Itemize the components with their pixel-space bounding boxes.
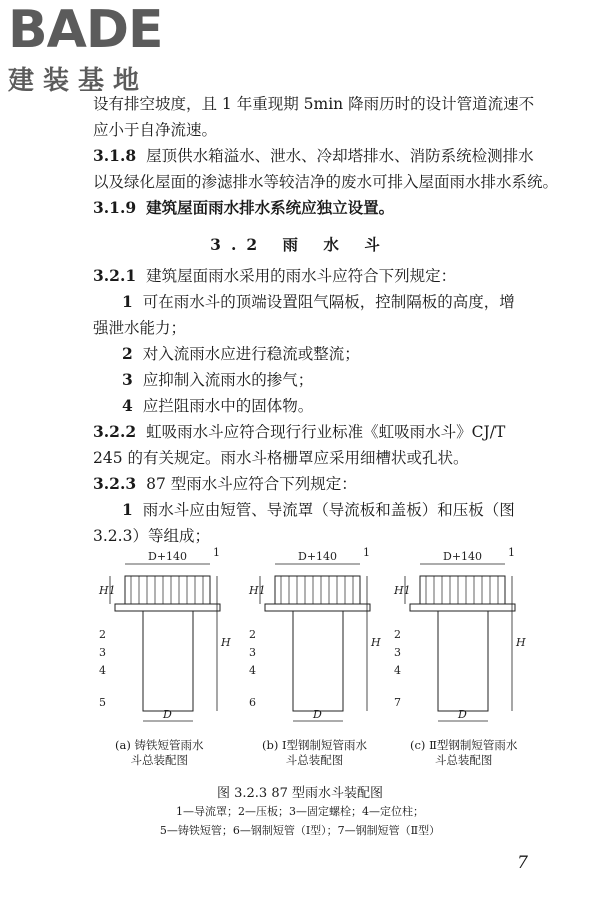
bade-logo xyxy=(8,0,163,97)
press-plate xyxy=(410,604,515,611)
press-plate xyxy=(115,604,220,611)
body-line: 以及绿化屋面的渗滤排水等较洁净的废水可排入屋面雨水排水系统。 xyxy=(93,173,559,191)
clause-3-2-2 xyxy=(93,420,505,442)
figure-title: 图 3.2.3 87 型雨水斗装配图 xyxy=(216,786,384,801)
item-number: 3 xyxy=(122,370,133,389)
clause-number: 3.2.1 xyxy=(93,266,137,285)
cover-slots xyxy=(281,576,353,604)
item-number: 4 xyxy=(122,396,133,415)
item-number: 1 xyxy=(122,292,133,311)
list-item xyxy=(122,394,313,416)
caption-c xyxy=(410,738,517,768)
list-item xyxy=(122,342,360,364)
clause-text: 87 型雨水斗应符合下列规定： xyxy=(146,475,357,493)
clause-3-1-9 xyxy=(93,196,394,218)
clause-number: 3.1.9 xyxy=(93,198,137,217)
caption-line: (c) Ⅱ型钢制短管雨水 xyxy=(410,738,518,752)
figure-legend-line: 5—铸铁短管；6—钢制短管（Ⅰ型）；7—钢制短管（Ⅱ型） xyxy=(159,824,441,837)
h1-label: H1 xyxy=(394,584,411,597)
guide-cover xyxy=(420,576,505,604)
callout-label: 3 xyxy=(394,646,401,659)
item-text: 可在雨水斗的顶端设置阻气隔板，控制隔板的高度，增 xyxy=(142,293,515,311)
logo-wordmark: BADE xyxy=(8,0,163,60)
short-pipe xyxy=(143,611,193,711)
clause-3-2-3 xyxy=(93,472,357,494)
caption-line: 斗总装配图 xyxy=(130,753,188,767)
callout-label: 5 xyxy=(99,696,106,709)
caption-line: 斗总装配图 xyxy=(434,753,493,767)
body-line: 应小于自净流速。 xyxy=(93,121,218,139)
body-line: 强泄水能力； xyxy=(93,319,187,337)
guide-cover xyxy=(275,576,360,604)
logo-subtitle: 建装基地 xyxy=(8,66,149,96)
list-item xyxy=(122,290,515,312)
h1-label: H1 xyxy=(249,584,266,597)
list-item xyxy=(122,368,313,390)
clause-text: 虹吸雨水斗应符合现行行业标准《虹吸雨水斗》CJ/T xyxy=(146,423,506,441)
callout-label: 3 xyxy=(99,646,106,659)
callout-label: 3 xyxy=(249,646,256,659)
cover-slots xyxy=(426,576,498,604)
h-label: H xyxy=(516,636,526,649)
callout-label: 4 xyxy=(99,664,106,677)
caption-line: (b) Ⅰ型钢制短管雨水 xyxy=(262,738,368,752)
callout-label: 2 xyxy=(394,628,401,641)
body-line: 设有排空坡度，且 1 年重现期 5min 降雨历时的设计管道流速不 xyxy=(93,95,535,113)
list-item xyxy=(122,498,515,520)
rain-hopper-figure xyxy=(95,546,535,736)
caption-a xyxy=(115,738,203,768)
d-label: D xyxy=(313,708,322,721)
clause-3-2-1 xyxy=(93,264,456,286)
figure-c xyxy=(393,546,526,721)
label-1: 1 xyxy=(508,546,515,559)
item-number: 2 xyxy=(122,344,133,363)
clause-number: 3.2.3 xyxy=(93,474,137,493)
clause-number: 3.1.8 xyxy=(93,146,137,165)
caption-line: 斗总装配图 xyxy=(285,753,344,767)
clause-text: 建筑屋面雨水采用的雨水斗应符合下列规定： xyxy=(146,267,457,285)
label-1: 1 xyxy=(213,546,220,559)
item-text: 对入流雨水应进行稳流或整流； xyxy=(142,345,360,363)
item-text: 应抑制入流雨水的掺气； xyxy=(142,371,314,389)
item-number: 1 xyxy=(122,500,133,519)
callout-label: 2 xyxy=(99,628,106,641)
h-label: H xyxy=(221,636,231,649)
short-pipe xyxy=(438,611,488,711)
callout-label: 4 xyxy=(249,664,256,677)
callout-label: 7 xyxy=(394,696,401,709)
caption-b xyxy=(262,738,367,768)
label-1: 1 xyxy=(363,546,370,559)
section-title: 3.2 雨 水 斗 xyxy=(210,235,390,254)
cover-slots xyxy=(131,576,203,604)
page-number: 7 xyxy=(517,853,528,873)
caption-line: (a) 铸铁短管雨水 xyxy=(115,738,204,752)
dim-top-label: D+140 xyxy=(148,550,188,563)
body-line: 245 的有关规定。雨水斗格栅罩应采用细槽状或孔状。 xyxy=(93,449,469,467)
press-plate xyxy=(265,604,370,611)
figure-legend-line: 1—导流罩；2—压板；3—固定螺栓；4—定位柱； xyxy=(176,805,424,818)
dim-top-label: D+140 xyxy=(443,550,483,563)
clause-text: 建筑屋面雨水排水系统应独立设置。 xyxy=(146,198,395,217)
item-text: 应拦阻雨水中的固体物。 xyxy=(142,397,314,415)
figure-b xyxy=(248,546,381,721)
clause-text: 屋顶供水箱溢水、泄水、冷却塔排水、消防系统检测排水 xyxy=(146,147,534,165)
h-label: H xyxy=(371,636,381,649)
h1-label: H1 xyxy=(99,584,116,597)
dim-top-label: D+140 xyxy=(298,550,338,563)
item-text: 雨水斗应由短管、导流罩（导流板和盖板）和压板（图 xyxy=(142,501,515,519)
figure-a xyxy=(98,546,231,721)
d-label: D xyxy=(458,708,467,721)
callout-label: 4 xyxy=(394,664,401,677)
guide-cover xyxy=(125,576,210,604)
d-label: D xyxy=(163,708,172,721)
callout-label: 2 xyxy=(249,628,256,641)
callout-label: 6 xyxy=(249,696,256,709)
clause-number: 3.2.2 xyxy=(93,422,137,441)
clause-3-1-8 xyxy=(93,144,534,166)
body-line: 3.2.3）等组成； xyxy=(93,527,210,545)
short-pipe xyxy=(293,611,343,711)
